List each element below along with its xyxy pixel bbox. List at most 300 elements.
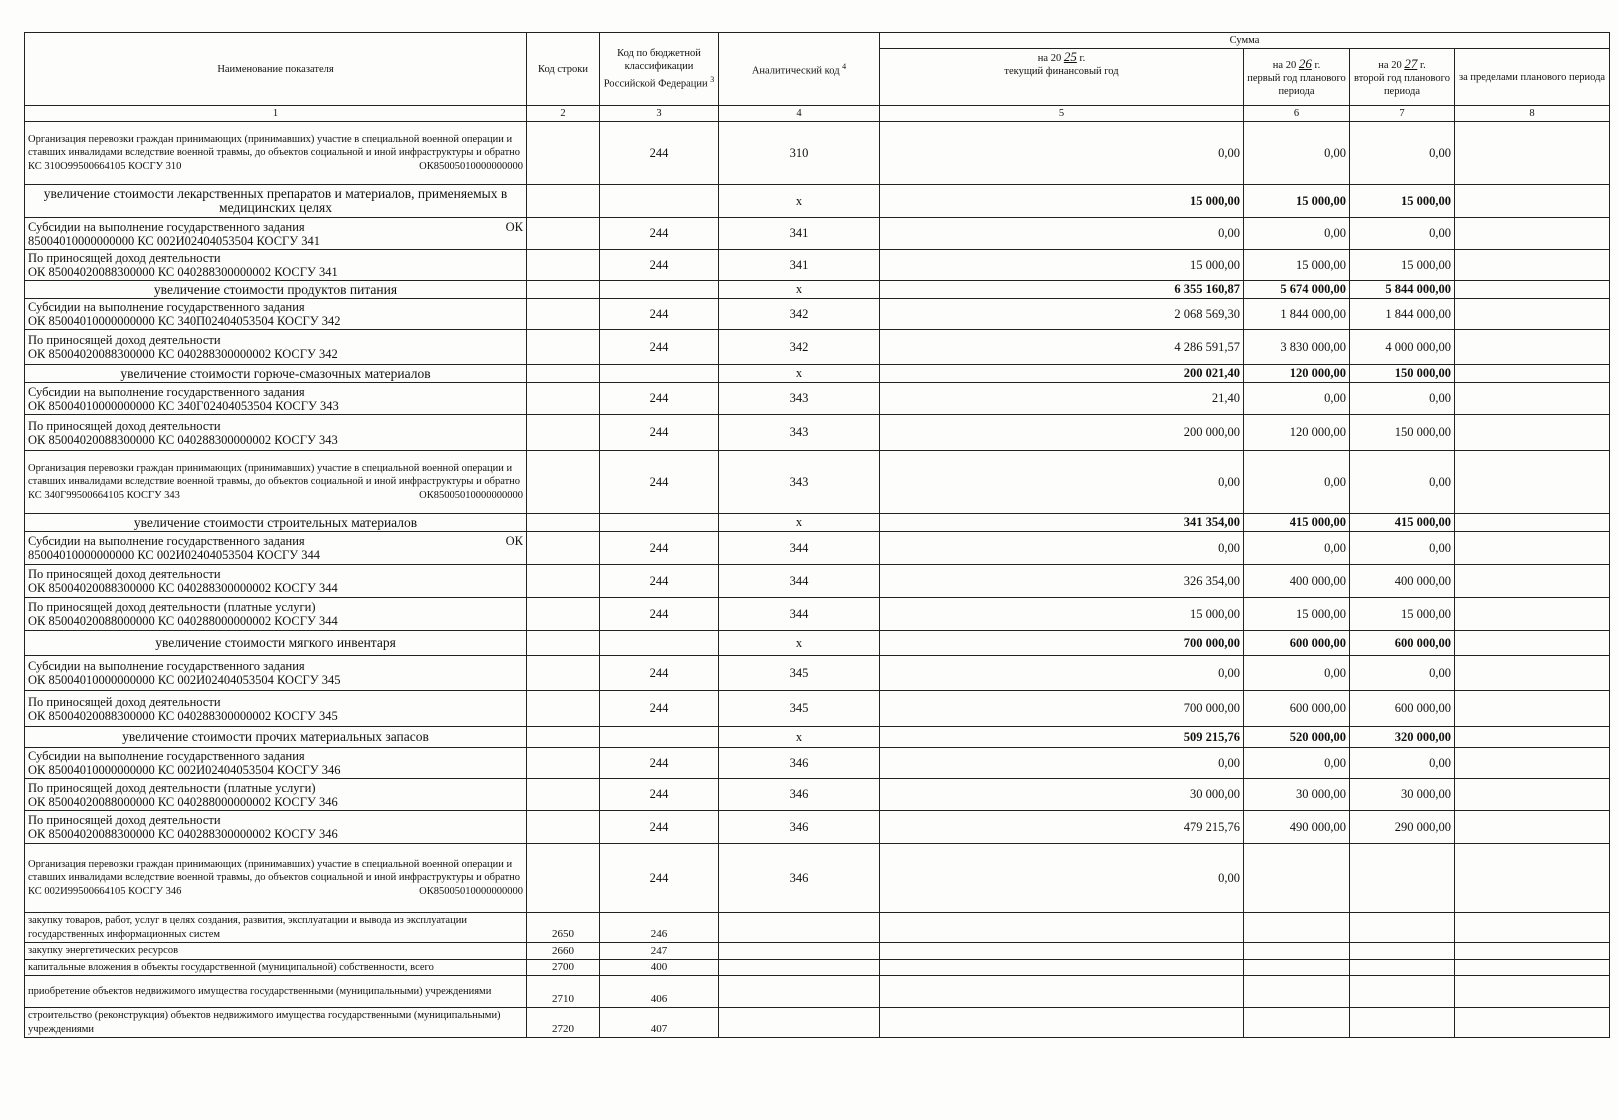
bottom-empty-cell (1244, 943, 1350, 960)
amount-beyond (1455, 299, 1610, 330)
section-row (25, 281, 1610, 299)
bottom-empty-cell (880, 913, 1244, 943)
header-budget-code (600, 33, 719, 106)
header-analytic-code (719, 33, 880, 106)
col-num-5: 5 (880, 106, 1244, 122)
bottom-budget-code: 406 (600, 976, 719, 1008)
y1-prefix: на 20 (1037, 53, 1062, 64)
y3-prefix: на 20 (1378, 59, 1402, 71)
amount-year-1: 700 000,00 (880, 691, 1244, 727)
amount-year-3: 0,00 (1350, 656, 1455, 691)
section-title: увеличение стоимости прочих материальных запасов (25, 727, 527, 748)
amount-year-2: 120 000,00 (1244, 415, 1350, 451)
row-kc-code: КС 340Г99500664105 КОСГУ 343 (28, 489, 180, 501)
analytic-code: 344 (719, 532, 880, 565)
line-code (527, 415, 600, 451)
table-header (25, 33, 1610, 122)
table-row (25, 451, 1610, 514)
amount-beyond (1455, 598, 1610, 631)
row-name-text: По приносящей доход деятельности (28, 418, 221, 433)
amount-year-1: 0,00 (880, 451, 1244, 514)
amount-year-1: 0,00 (880, 532, 1244, 565)
line-code (527, 844, 600, 913)
row-ok-code: ОК (505, 219, 523, 234)
row-kc-code: ОК 85004010000000000 КС 002И02404053504 КОСГУ 345 (28, 673, 341, 687)
line-code (527, 451, 600, 514)
amount-year-1: 15 000,00 (880, 598, 1244, 631)
bottom-empty-cell (1455, 976, 1610, 1008)
amount-year-1: 0,00 (880, 122, 1244, 185)
analytic-code: 345 (719, 656, 880, 691)
amount-beyond (1455, 779, 1610, 811)
header-line-code: Код строки (527, 33, 600, 106)
bottom-empty-cell (1350, 943, 1455, 960)
amount-year-3: 15 000,00 (1350, 250, 1455, 281)
line-code (527, 281, 600, 299)
analytic-code: 342 (719, 330, 880, 365)
amount-beyond (1455, 451, 1610, 514)
amount-year-2: 415 000,00 (1244, 514, 1350, 532)
bottom-empty-cell (880, 1008, 1244, 1038)
header-year-2 (1244, 49, 1350, 106)
amount-beyond (1455, 415, 1610, 451)
amount-year-1: 21,40 (880, 383, 1244, 415)
section-title: увеличение стоимости горюче-смазочных материалов (25, 365, 527, 383)
budget-code: 244 (600, 383, 719, 415)
bottom-empty-cell (719, 1008, 880, 1038)
amount-year-3: 1 844 000,00 (1350, 299, 1455, 330)
row-kc-code: 85004010000000000 КС 002И02404053504 КОСГУ 344 (28, 548, 321, 562)
row-name (25, 330, 527, 365)
line-code (527, 631, 600, 656)
bottom-row-name: приобретение объектов недвижимого имущества государственными (муниципальными) учреждениями (25, 976, 527, 1008)
y2-prefix: на 20 (1272, 59, 1297, 71)
row-name-text: По приносящей доход деятельности (28, 694, 221, 709)
line-code (527, 122, 600, 185)
table-body (25, 122, 1610, 913)
budget-form-table (24, 32, 1610, 1038)
amount-year-1: 200 021,40 (880, 365, 1244, 383)
budget-code: 244 (600, 844, 719, 913)
row-ok-code: ОК85005010000000000 (419, 489, 523, 501)
footnote-4: 4 (842, 62, 847, 72)
row-name-text: Субсидии на выполнение государственного задания (28, 219, 305, 234)
bottom-budget-code: 247 (600, 943, 719, 960)
amount-year-3: 0,00 (1350, 383, 1455, 415)
row-ok-code: ОК85005010000000000 (419, 885, 523, 897)
section-title: увеличение стоимости лекарственных препаратов и материалов, применяемых в медицинских целях (25, 185, 527, 218)
row-name (25, 748, 527, 779)
row-name-text: Организация перевозки граждан принимающих (принимавших) участие в специальной военной операции и ставших инвалидами вследствие военной травмы, до объектов социальной и иной инфраструктуры и обратно (28, 858, 521, 884)
section-row (25, 631, 1610, 656)
section-title: увеличение стоимости строительных материалов (25, 514, 527, 532)
amount-year-2: 0,00 (1244, 122, 1350, 185)
amount-year-1: 200 000,00 (880, 415, 1244, 451)
amount-year-3: 0,00 (1350, 532, 1455, 565)
amount-year-1: 326 354,00 (880, 565, 1244, 598)
row-name (25, 779, 527, 811)
row-name-text: По приносящей доход деятельности (28, 251, 221, 265)
amount-year-3: 0,00 (1350, 748, 1455, 779)
table-row (25, 122, 1610, 185)
bottom-empty-cell (719, 943, 880, 960)
col-num-3: 3 (600, 106, 719, 122)
line-code (527, 598, 600, 631)
section-row (25, 365, 1610, 383)
row-name-text: Субсидии на выполнение государственного задания (28, 300, 305, 314)
analytic-code: x (719, 631, 880, 656)
row-name (25, 299, 527, 330)
row-name-text: Организация перевозки граждан принимающих (принимавших) участие в специальной военной операции и ставших инвалидами вследствие военной травмы, до объектов социальной и иной инфраструктуры и обратно (28, 133, 521, 159)
amount-beyond (1455, 565, 1610, 598)
amount-year-3: 15 000,00 (1350, 185, 1455, 218)
line-code (527, 514, 600, 532)
section-row (25, 727, 1610, 748)
header-name: Наименование показателя (25, 33, 527, 106)
amount-year-1: 509 215,76 (880, 727, 1244, 748)
bottom-row-name: закупку товаров, работ, услуг в целях создания, развития, эксплуатации и вывода из эксплуатации государственных информационных систем (25, 913, 527, 943)
amount-year-3: 0,00 (1350, 218, 1455, 250)
row-kc-code: ОК 85004010000000000 КС 002И02404053504 КОСГУ 346 (28, 763, 341, 777)
amount-year-2: 0,00 (1244, 383, 1350, 415)
row-name-text: По приносящей доход деятельности (платные услуги) (28, 600, 316, 614)
row-name (25, 250, 527, 281)
amount-year-1: 341 354,00 (880, 514, 1244, 532)
line-code (527, 748, 600, 779)
header-analytic-text: Аналитический код (751, 65, 840, 77)
amount-year-1: 0,00 (880, 844, 1244, 913)
budget-code: 244 (600, 598, 719, 631)
analytic-code: 346 (719, 748, 880, 779)
row-name (25, 122, 527, 185)
analytic-code: 344 (719, 598, 880, 631)
bottom-line-code: 2700 (527, 959, 600, 976)
table-row (25, 691, 1610, 727)
analytic-code: 343 (719, 415, 880, 451)
budget-code (600, 281, 719, 299)
y1-year: 25 (1063, 49, 1077, 64)
amount-beyond (1455, 185, 1610, 218)
analytic-code: x (719, 727, 880, 748)
amount-year-3: 5 844 000,00 (1350, 281, 1455, 299)
amount-year-2 (1244, 844, 1350, 913)
bottom-budget-code: 400 (600, 959, 719, 976)
budget-code: 244 (600, 532, 719, 565)
analytic-code: 345 (719, 691, 880, 727)
amount-year-3: 30 000,00 (1350, 779, 1455, 811)
amount-year-2: 3 830 000,00 (1244, 330, 1350, 365)
row-kc-code: ОК 85004020088300000 КС 040288300000002 КОСГУ 343 (28, 432, 338, 447)
bottom-empty-cell (1350, 1008, 1455, 1038)
row-name (25, 383, 527, 415)
analytic-code: x (719, 514, 880, 532)
col-num-6: 6 (1244, 106, 1350, 122)
line-code (527, 727, 600, 748)
analytic-code: x (719, 365, 880, 383)
header-beyond: за пределами планового периода (1455, 49, 1610, 106)
header-budget-code-text: Код по бюджетной классификации Российской Федерации (603, 48, 708, 90)
budget-code: 244 (600, 748, 719, 779)
col-num-1: 1 (25, 106, 527, 122)
amount-year-2: 0,00 (1244, 218, 1350, 250)
amount-year-2: 0,00 (1244, 451, 1350, 514)
amount-year-1: 700 000,00 (880, 631, 1244, 656)
bottom-empty-cell (1244, 976, 1350, 1008)
amount-year-3: 600 000,00 (1350, 631, 1455, 656)
line-code (527, 383, 600, 415)
row-name-text: Организация перевозки граждан принимающих (принимавших) участие в специальной военной операции и ставших инвалидами вследствие военной травмы, до объектов социальной и иной инфраструктуры и обратно (28, 462, 521, 488)
col-num-8: 8 (1455, 106, 1610, 122)
bottom-empty-cell (1455, 959, 1610, 976)
amount-beyond (1455, 365, 1610, 383)
row-ok-code: ОК (505, 534, 523, 548)
bottom-row-name: строительство (реконструкция) объектов недвижимого имущества государственными (муниципальными) учреждениями (25, 1008, 527, 1038)
analytic-code: 341 (719, 250, 880, 281)
table-row (25, 532, 1610, 565)
row-name (25, 532, 527, 565)
line-code (527, 299, 600, 330)
budget-code (600, 727, 719, 748)
row-name-text: По приносящей доход деятельности (28, 813, 221, 827)
table-row (25, 811, 1610, 844)
amount-year-1: 2 068 569,30 (880, 299, 1244, 330)
amount-beyond (1455, 383, 1610, 415)
amount-beyond (1455, 691, 1610, 727)
bottom-empty-cell (719, 913, 880, 943)
row-name (25, 656, 527, 691)
bottom-row-name: капитальные вложения в объекты государственной (муниципальной) собственности, всего (25, 959, 527, 976)
row-kc-code: ОК 85004010000000000 КС 340П02404053504 КОСГУ 342 (28, 314, 341, 328)
amount-year-2: 0,00 (1244, 656, 1350, 691)
amount-year-3: 150 000,00 (1350, 365, 1455, 383)
row-kc-code: ОК 85004020088300000 КС 040288300000002 КОСГУ 344 (28, 581, 338, 595)
row-kc-code: ОК 85004020088000000 КС 040288000000002 КОСГУ 344 (28, 614, 338, 628)
row-name (25, 691, 527, 727)
row-kc-code: ОК 85004020088000000 КС 040288000000002 КОСГУ 346 (28, 794, 338, 809)
analytic-code: 346 (719, 779, 880, 811)
amount-year-1: 30 000,00 (880, 779, 1244, 811)
analytic-code: 342 (719, 299, 880, 330)
table-row (25, 844, 1610, 913)
table-row (25, 383, 1610, 415)
budget-code (600, 185, 719, 218)
line-code (527, 218, 600, 250)
analytic-code: 346 (719, 811, 880, 844)
amount-beyond (1455, 811, 1610, 844)
amount-year-3: 4 000 000,00 (1350, 330, 1455, 365)
amount-beyond (1455, 656, 1610, 691)
amount-year-2: 30 000,00 (1244, 779, 1350, 811)
amount-year-1: 15 000,00 (880, 250, 1244, 281)
bottom-row (25, 1008, 1610, 1038)
budget-code: 244 (600, 299, 719, 330)
amount-year-2: 5 674 000,00 (1244, 281, 1350, 299)
amount-beyond (1455, 631, 1610, 656)
bottom-row-name: закупку энергетических ресурсов (25, 943, 527, 960)
amount-year-3: 150 000,00 (1350, 415, 1455, 451)
bottom-row (25, 959, 1610, 976)
bottom-empty-cell (880, 976, 1244, 1008)
row-name (25, 565, 527, 598)
table-row (25, 748, 1610, 779)
table-row (25, 656, 1610, 691)
budget-code: 244 (600, 811, 719, 844)
amount-year-3: 290 000,00 (1350, 811, 1455, 844)
section-row (25, 514, 1610, 532)
line-code (527, 532, 600, 565)
analytic-code: x (719, 185, 880, 218)
amount-year-1: 15 000,00 (880, 185, 1244, 218)
budget-code (600, 514, 719, 532)
row-kc-code: ОК 85004020088300000 КС 040288300000002 КОСГУ 341 (28, 265, 338, 279)
line-code (527, 691, 600, 727)
bottom-row (25, 913, 1610, 943)
header-year-1 (880, 49, 1244, 106)
analytic-code: x (719, 281, 880, 299)
row-name-text: Субсидии на выполнение государственного задания (28, 534, 305, 548)
row-kc-code: ОК 85004020088300000 КС 040288300000002 КОСГУ 345 (28, 708, 338, 723)
bottom-empty-cell (880, 959, 1244, 976)
row-name (25, 415, 527, 451)
amount-year-1: 0,00 (880, 656, 1244, 691)
amount-year-2: 15 000,00 (1244, 250, 1350, 281)
line-code (527, 365, 600, 383)
analytic-code: 343 (719, 451, 880, 514)
bottom-empty-cell (1350, 913, 1455, 943)
line-code (527, 656, 600, 691)
bottom-empty-cell (719, 976, 880, 1008)
budget-code (600, 631, 719, 656)
row-name-text: По приносящей доход деятельности (платные услуги) (28, 780, 316, 795)
y3-year: 27 (1404, 55, 1418, 71)
row-name-text: По приносящей доход деятельности (28, 333, 221, 347)
budget-code: 244 (600, 656, 719, 691)
amount-year-1: 4 286 591,57 (880, 330, 1244, 365)
row-name (25, 451, 527, 514)
row-ok-code: ОК85005010000000000 (419, 160, 523, 172)
amount-beyond (1455, 218, 1610, 250)
row-name-text: По приносящей доход деятельности (28, 567, 221, 581)
amount-year-1: 6 355 160,87 (880, 281, 1244, 299)
budget-code: 244 (600, 451, 719, 514)
col-num-7: 7 (1350, 106, 1455, 122)
amount-year-2: 600 000,00 (1244, 631, 1350, 656)
amount-beyond (1455, 250, 1610, 281)
bottom-line-code: 2710 (527, 976, 600, 1008)
row-kc-code: ОК 85004010000000000 КС 340Г02404053504 КОСГУ 343 (28, 398, 339, 413)
amount-year-2: 600 000,00 (1244, 691, 1350, 727)
budget-code: 244 (600, 330, 719, 365)
line-code (527, 779, 600, 811)
table-row (25, 250, 1610, 281)
y1-suffix: г. (1079, 53, 1086, 64)
line-code (527, 250, 600, 281)
y1-desc: текущий финансовый год (1004, 66, 1119, 77)
table-row (25, 779, 1610, 811)
amount-year-2: 400 000,00 (1244, 565, 1350, 598)
bottom-row (25, 976, 1610, 1008)
analytic-code: 344 (719, 565, 880, 598)
row-kc-code: КС 310О99500664105 КОСГУ 310 (28, 160, 182, 172)
amount-year-2: 520 000,00 (1244, 727, 1350, 748)
table-row (25, 330, 1610, 365)
budget-code: 244 (600, 218, 719, 250)
amount-year-3 (1350, 844, 1455, 913)
bottom-budget-code: 246 (600, 913, 719, 943)
column-numbers-row (25, 106, 1610, 122)
budget-code: 244 (600, 779, 719, 811)
bottom-empty-cell (1350, 976, 1455, 1008)
amount-beyond (1455, 281, 1610, 299)
budget-code: 244 (600, 415, 719, 451)
bottom-empty-cell (1244, 959, 1350, 976)
amount-year-3: 0,00 (1350, 122, 1455, 185)
table-row (25, 565, 1610, 598)
row-name-text: Субсидии на выполнение государственного задания (28, 749, 305, 763)
bottom-line-code: 2660 (527, 943, 600, 960)
header-sum: Сумма (880, 33, 1610, 49)
amount-beyond (1455, 844, 1610, 913)
row-name (25, 218, 527, 250)
section-row (25, 185, 1610, 218)
col-num-4: 4 (719, 106, 880, 122)
amount-year-2: 1 844 000,00 (1244, 299, 1350, 330)
analytic-code: 346 (719, 844, 880, 913)
table-bottom (25, 913, 1610, 1038)
bottom-empty-cell (1455, 1008, 1610, 1038)
bottom-row (25, 943, 1610, 960)
amount-beyond (1455, 748, 1610, 779)
amount-year-3: 415 000,00 (1350, 514, 1455, 532)
amount-beyond (1455, 122, 1610, 185)
amount-year-3: 600 000,00 (1350, 691, 1455, 727)
bottom-line-code: 2720 (527, 1008, 600, 1038)
amount-beyond (1455, 727, 1610, 748)
row-kc-code: ОК 85004020088300000 КС 040288300000002 КОСГУ 346 (28, 827, 338, 841)
footnote-3: 3 (710, 75, 715, 85)
amount-year-2: 120 000,00 (1244, 365, 1350, 383)
line-code (527, 330, 600, 365)
section-title: увеличение стоимости мягкого инвентаря (25, 631, 527, 656)
table-row (25, 598, 1610, 631)
section-title: увеличение стоимости продуктов питания (25, 281, 527, 299)
bottom-empty-cell (1350, 959, 1455, 976)
row-kc-code: ОК 85004020088300000 КС 040288300000002 КОСГУ 342 (28, 347, 338, 361)
bottom-empty-cell (1244, 913, 1350, 943)
table-row (25, 415, 1610, 451)
line-code (527, 811, 600, 844)
y3-desc: второй год планового периода (1354, 72, 1450, 97)
budget-code: 244 (600, 565, 719, 598)
amount-year-2: 490 000,00 (1244, 811, 1350, 844)
amount-year-3: 400 000,00 (1350, 565, 1455, 598)
amount-year-2: 15 000,00 (1244, 598, 1350, 631)
row-name (25, 844, 527, 913)
row-kc-code: КС 002И99500664105 КОСГУ 346 (28, 885, 182, 897)
row-name (25, 811, 527, 844)
amount-year-2: 0,00 (1244, 748, 1350, 779)
table-row (25, 299, 1610, 330)
analytic-code: 341 (719, 218, 880, 250)
y2-desc: первый год планового периода (1247, 72, 1346, 97)
amount-beyond (1455, 330, 1610, 365)
col-num-2: 2 (527, 106, 600, 122)
line-code (527, 565, 600, 598)
bottom-empty-cell (1455, 913, 1610, 943)
budget-code (600, 365, 719, 383)
amount-beyond (1455, 532, 1610, 565)
budget-code: 244 (600, 691, 719, 727)
